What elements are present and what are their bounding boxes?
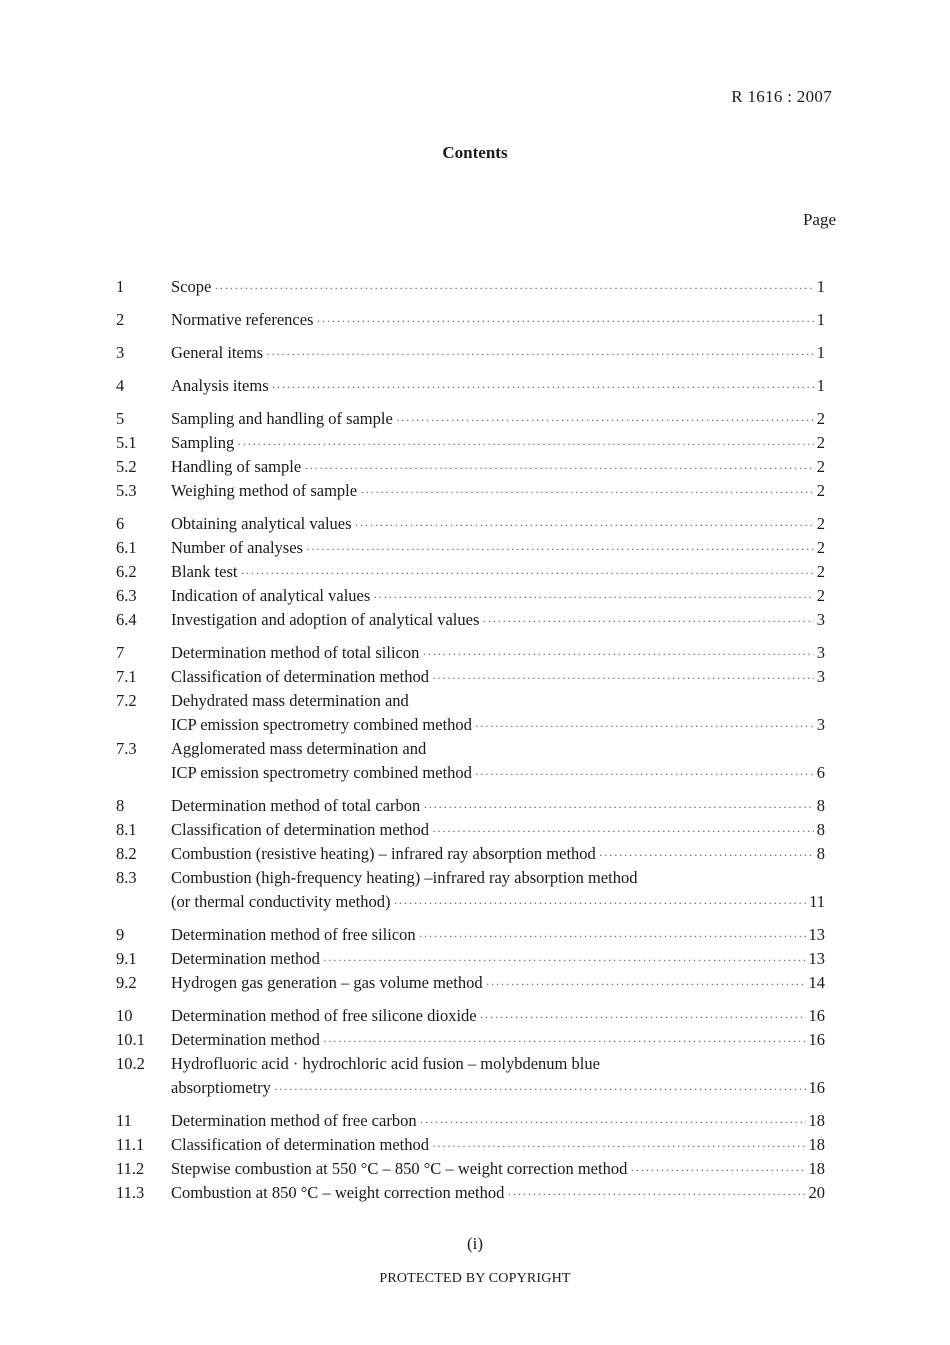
dot-leader bbox=[323, 948, 806, 972]
toc-entry-number: 8.2 bbox=[116, 844, 137, 863]
toc-entry-page: 14 bbox=[808, 973, 825, 992]
dot-leader bbox=[240, 561, 813, 585]
toc-entry[interactable] bbox=[116, 512, 825, 536]
toc-entry-page: 1 bbox=[816, 376, 825, 395]
toc-section bbox=[116, 407, 825, 503]
toc-entry-title: Weighing method of sample bbox=[171, 481, 358, 500]
toc-entry-number: 10.2 bbox=[116, 1054, 145, 1073]
toc-entry-title: Hydrogen gas generation – gas volume method bbox=[171, 973, 483, 992]
toc-entry-title: Combustion at 850 °C – weight correction method bbox=[171, 1183, 505, 1202]
dot-leader bbox=[355, 513, 814, 537]
toc-entry-title: Determination method of total silicon bbox=[171, 643, 420, 662]
toc-entry-page: 2 bbox=[816, 586, 825, 605]
toc-entry[interactable] bbox=[116, 431, 825, 455]
toc-entry-number: 11.2 bbox=[116, 1159, 145, 1178]
dot-leader bbox=[475, 714, 814, 738]
toc-entry-page: 2 bbox=[816, 481, 825, 500]
toc-entry-number: 6.4 bbox=[116, 610, 137, 629]
toc-entry[interactable] bbox=[116, 866, 825, 890]
toc-entry[interactable] bbox=[116, 842, 825, 866]
toc-section bbox=[116, 341, 825, 365]
toc-entry[interactable] bbox=[116, 890, 825, 914]
toc-entry[interactable] bbox=[116, 479, 825, 503]
toc-entry-page: 8 bbox=[816, 820, 825, 839]
toc-entry-title: Hydrofluoric acid · hydrochloric acid fusion – molybdenum blue bbox=[171, 1054, 600, 1073]
toc-entry-title: Scope bbox=[171, 277, 212, 296]
toc-entry-number: 11.3 bbox=[116, 1183, 145, 1202]
toc-entry[interactable] bbox=[116, 947, 825, 971]
toc-entry[interactable] bbox=[116, 341, 825, 365]
toc-entry-title: Blank test bbox=[171, 562, 238, 581]
dot-leader bbox=[274, 1077, 806, 1101]
toc-entry-title: Determination method bbox=[171, 949, 320, 968]
toc-entry[interactable] bbox=[116, 584, 825, 608]
toc-entry-title: Analysis items bbox=[171, 376, 269, 395]
toc-section bbox=[116, 275, 825, 299]
toc-entry-number: 7.2 bbox=[116, 691, 137, 710]
toc-entry-page: 18 bbox=[808, 1135, 825, 1154]
dot-leader bbox=[432, 666, 814, 690]
toc-entry[interactable] bbox=[116, 761, 825, 785]
toc-entry-title: Determination method of free silicone dioxide bbox=[171, 1006, 477, 1025]
page-title: Contents bbox=[442, 143, 508, 162]
toc-entry-number: 7.3 bbox=[116, 739, 137, 758]
toc-entry-page: 2 bbox=[816, 562, 825, 581]
dot-leader bbox=[419, 924, 806, 948]
toc-entry-title: Determination method bbox=[171, 1030, 320, 1049]
toc-entry-title: Determination method of free silicon bbox=[171, 925, 416, 944]
dot-leader bbox=[304, 456, 814, 480]
toc-entry-number: 6.2 bbox=[116, 562, 137, 581]
toc-entry-page: 8 bbox=[816, 796, 825, 815]
dot-leader bbox=[480, 1005, 806, 1029]
toc-entry[interactable] bbox=[116, 1157, 825, 1181]
dot-leader bbox=[214, 276, 813, 300]
dot-leader bbox=[422, 642, 813, 666]
toc-entry-page: 16 bbox=[808, 1006, 825, 1025]
dot-leader bbox=[475, 762, 814, 786]
toc-section bbox=[116, 1109, 825, 1205]
toc-entry-title: Classification of determination method bbox=[171, 1135, 429, 1154]
toc-entry-number: 3 bbox=[116, 343, 125, 362]
toc-section bbox=[116, 512, 825, 632]
toc-entry-title: (or thermal conductivity method) bbox=[171, 892, 391, 911]
toc-entry[interactable] bbox=[116, 308, 825, 332]
toc-section bbox=[116, 923, 825, 995]
toc-entry-number: 9 bbox=[116, 925, 125, 944]
toc-entry[interactable] bbox=[116, 1004, 825, 1028]
toc-entry-number: 5 bbox=[116, 409, 125, 428]
toc-entry-title: Determination method of total carbon bbox=[171, 796, 421, 815]
dot-leader bbox=[360, 480, 814, 504]
dot-leader bbox=[266, 342, 814, 366]
dot-leader bbox=[237, 432, 813, 456]
dot-leader bbox=[272, 375, 814, 399]
toc-entry-title: ICP emission spectrometry combined method bbox=[171, 715, 472, 734]
table-of-contents bbox=[116, 275, 825, 1214]
toc-entry[interactable] bbox=[116, 1052, 825, 1076]
dot-leader bbox=[630, 1158, 805, 1182]
dot-leader bbox=[423, 795, 813, 819]
toc-entry-number: 8 bbox=[116, 796, 125, 815]
toc-entry-title: Determination method of free carbon bbox=[171, 1111, 417, 1130]
page-number: (i) bbox=[466, 1234, 484, 1253]
toc-entry-number: 6.3 bbox=[116, 586, 137, 605]
toc-entry-number: 5.3 bbox=[116, 481, 137, 500]
toc-entry[interactable] bbox=[116, 275, 825, 299]
toc-entry[interactable] bbox=[116, 560, 825, 584]
toc-entry-title: Combustion (resistive heating) – infrared ray absorption method bbox=[171, 844, 596, 863]
toc-entry-number: 11.1 bbox=[116, 1135, 145, 1154]
toc-entry-page: 8 bbox=[816, 844, 825, 863]
toc-section bbox=[116, 641, 825, 785]
toc-entry[interactable] bbox=[116, 1133, 825, 1157]
toc-entry-title: General items bbox=[171, 343, 264, 362]
toc-entry[interactable] bbox=[116, 737, 825, 761]
toc-entry-title: Investigation and adoption of analytical values bbox=[171, 610, 480, 629]
toc-entry-page: 13 bbox=[808, 925, 825, 944]
toc-entry-number: 10.1 bbox=[116, 1030, 145, 1049]
toc-entry[interactable] bbox=[116, 374, 825, 398]
toc-entry[interactable] bbox=[116, 1076, 825, 1100]
toc-entry-number: 2 bbox=[116, 310, 125, 329]
dot-leader bbox=[393, 891, 806, 915]
toc-entry-title: Classification of determination method bbox=[171, 820, 429, 839]
toc-entry-page: 2 bbox=[816, 433, 825, 452]
toc-entry-page: 2 bbox=[816, 457, 825, 476]
dot-leader bbox=[420, 1110, 806, 1134]
toc-entry-page: 2 bbox=[816, 409, 825, 428]
toc-entry[interactable] bbox=[116, 407, 825, 431]
toc-entry[interactable] bbox=[116, 713, 825, 737]
toc-entry-title: Combustion (high-frequency heating) –infrared ray absorption method bbox=[171, 868, 638, 887]
toc-entry-title: Sampling and handling of sample bbox=[171, 409, 393, 428]
dot-leader bbox=[432, 819, 814, 843]
toc-entry-title: Handling of sample bbox=[171, 457, 302, 476]
toc-entry[interactable] bbox=[116, 1109, 825, 1133]
toc-entry-number: 5.1 bbox=[116, 433, 137, 452]
toc-entry[interactable] bbox=[116, 641, 825, 665]
toc-entry-page: 2 bbox=[816, 514, 825, 533]
toc-entry[interactable] bbox=[116, 689, 825, 713]
toc-entry-number: 5.2 bbox=[116, 457, 137, 476]
copyright-notice: PROTECTED BY COPYRIGHT bbox=[379, 1271, 571, 1286]
toc-entry-page: 13 bbox=[808, 949, 825, 968]
toc-entry-page: 16 bbox=[808, 1078, 825, 1097]
toc-entry-title: Dehydrated mass determination and bbox=[171, 691, 409, 710]
toc-entry-number: 7 bbox=[116, 643, 125, 662]
toc-entry-title: Indication of analytical values bbox=[171, 586, 371, 605]
toc-entry-page: 20 bbox=[808, 1183, 825, 1202]
toc-entry-page: 1 bbox=[816, 310, 825, 329]
toc-entry-title: Normative references bbox=[171, 310, 314, 329]
toc-entry-page: 1 bbox=[816, 277, 825, 296]
dot-leader bbox=[507, 1182, 805, 1206]
toc-entry[interactable] bbox=[116, 455, 825, 479]
toc-entry-title: Agglomerated mass determination and bbox=[171, 739, 427, 758]
toc-entry[interactable] bbox=[116, 794, 825, 818]
toc-entry-page: 18 bbox=[808, 1111, 825, 1130]
toc-entry-number: 6.1 bbox=[116, 538, 137, 557]
toc-entry-number: 11 bbox=[116, 1111, 132, 1130]
dot-leader bbox=[316, 309, 813, 333]
toc-entry-title: absorptiometry bbox=[171, 1078, 271, 1097]
toc-entry-page: 1 bbox=[816, 343, 825, 362]
toc-entry-number: 7.1 bbox=[116, 667, 137, 686]
toc-entry[interactable] bbox=[116, 665, 825, 689]
toc-entry-title: Stepwise combustion at 550 °C – 850 °C – weight correction method bbox=[171, 1159, 628, 1178]
toc-entry-title: ICP emission spectrometry combined method bbox=[171, 763, 472, 782]
dot-leader bbox=[486, 972, 806, 996]
toc-entry-number: 1 bbox=[116, 277, 125, 296]
toc-entry-title: Number of analyses bbox=[171, 538, 303, 557]
toc-entry-number: 9.2 bbox=[116, 973, 137, 992]
toc-entry[interactable] bbox=[116, 971, 825, 995]
toc-section bbox=[116, 308, 825, 332]
toc-entry-title: Obtaining analytical values bbox=[171, 514, 352, 533]
toc-entry[interactable] bbox=[116, 608, 825, 632]
toc-entry-number: 4 bbox=[116, 376, 125, 395]
toc-entry[interactable] bbox=[116, 536, 825, 560]
toc-entry-page: 18 bbox=[808, 1159, 825, 1178]
toc-entry-page: 3 bbox=[816, 715, 825, 734]
toc-entry[interactable] bbox=[116, 1028, 825, 1052]
toc-entry-number: 6 bbox=[116, 514, 125, 533]
toc-section bbox=[116, 1004, 825, 1100]
toc-entry-number: 8.3 bbox=[116, 868, 137, 887]
toc-entry[interactable] bbox=[116, 1181, 825, 1205]
toc-entry-number: 10 bbox=[116, 1006, 133, 1025]
dot-leader bbox=[306, 537, 814, 561]
dot-leader bbox=[323, 1029, 806, 1053]
page-column-label: Page bbox=[802, 210, 836, 229]
toc-entry-page: 3 bbox=[816, 643, 825, 662]
dot-leader bbox=[373, 585, 813, 609]
toc-section bbox=[116, 794, 825, 914]
toc-entry-page: 3 bbox=[816, 667, 825, 686]
toc-entry-page: 11 bbox=[809, 892, 825, 911]
toc-section bbox=[116, 374, 825, 398]
toc-entry-page: 16 bbox=[808, 1030, 825, 1049]
standard-number: R 1616 : 2007 bbox=[731, 87, 832, 106]
toc-entry[interactable] bbox=[116, 923, 825, 947]
toc-entry-title: Classification of determination method bbox=[171, 667, 429, 686]
toc-entry-page: 2 bbox=[816, 538, 825, 557]
dot-leader bbox=[482, 609, 813, 633]
toc-entry-page: 6 bbox=[816, 763, 825, 782]
toc-entry-number: 8.1 bbox=[116, 820, 137, 839]
toc-entry-title: Sampling bbox=[171, 433, 235, 452]
dot-leader bbox=[599, 843, 814, 867]
toc-entry-number: 9.1 bbox=[116, 949, 137, 968]
dot-leader bbox=[432, 1134, 806, 1158]
dot-leader bbox=[396, 408, 814, 432]
toc-entry-page: 3 bbox=[816, 610, 825, 629]
toc-entry[interactable] bbox=[116, 818, 825, 842]
